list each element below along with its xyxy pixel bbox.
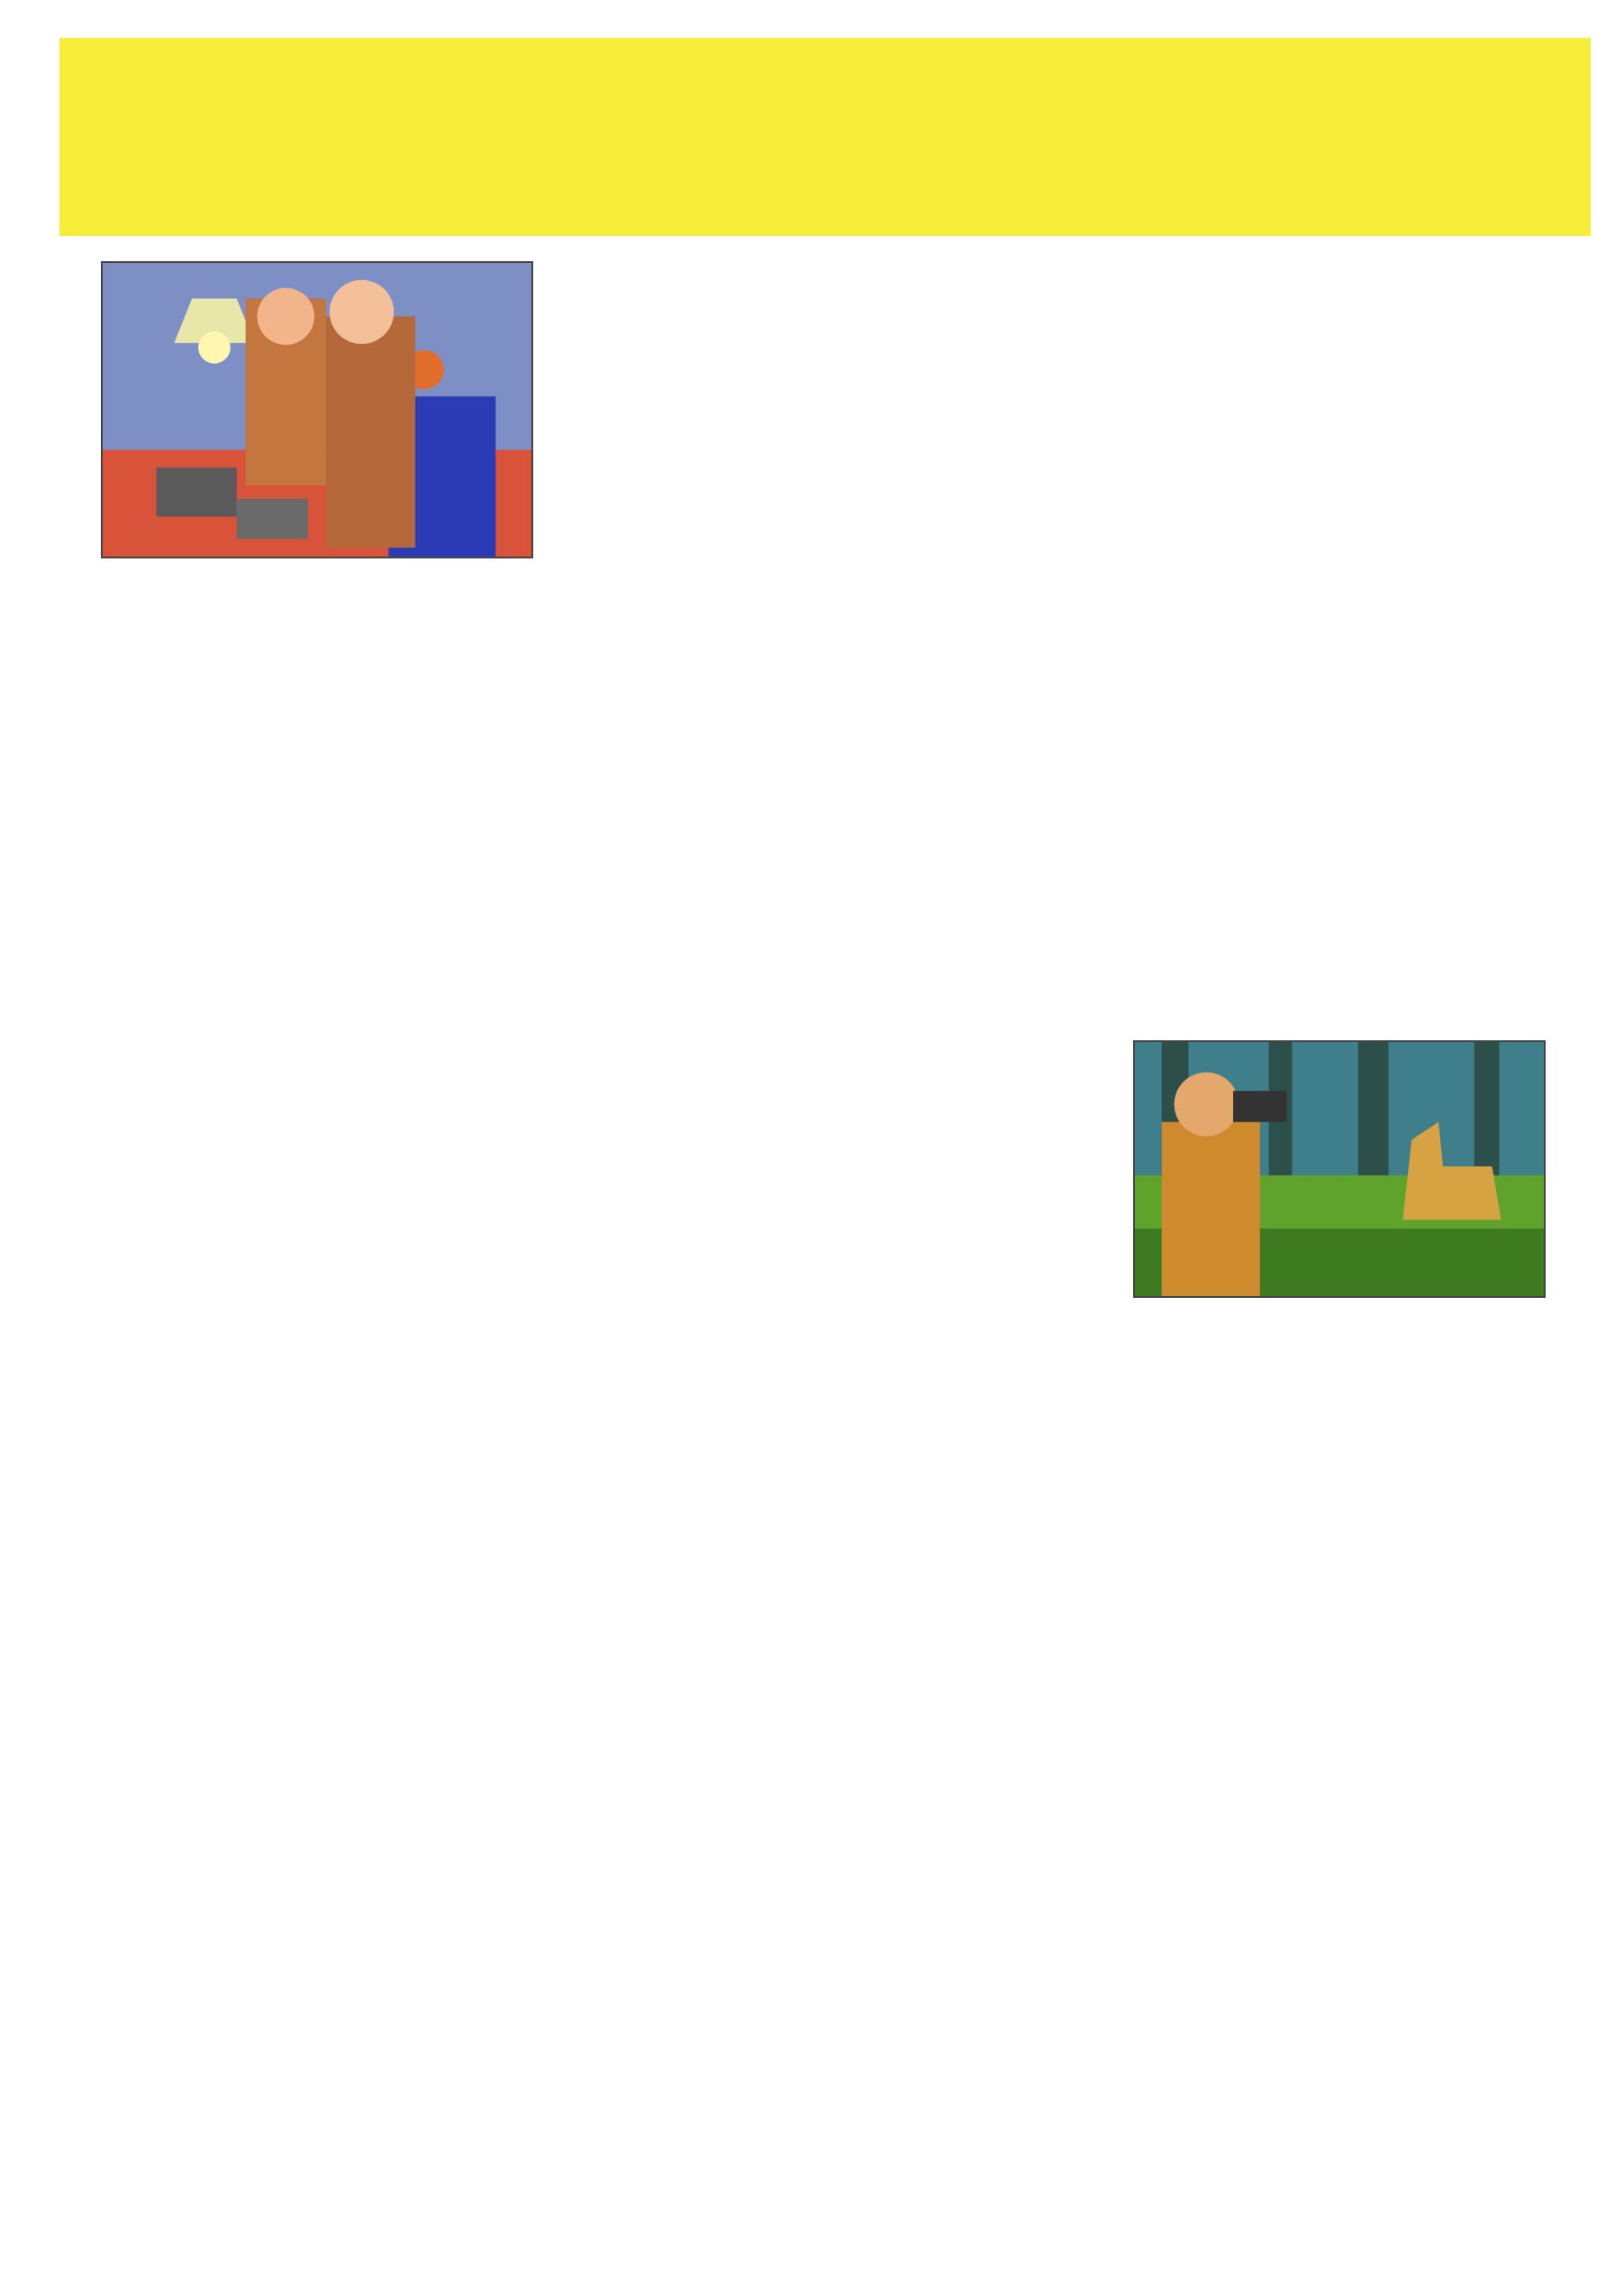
title-banner	[59, 38, 1591, 236]
wildlife-photographer-illustration	[1133, 1040, 1546, 1298]
darkroom-illustration	[101, 261, 533, 558]
